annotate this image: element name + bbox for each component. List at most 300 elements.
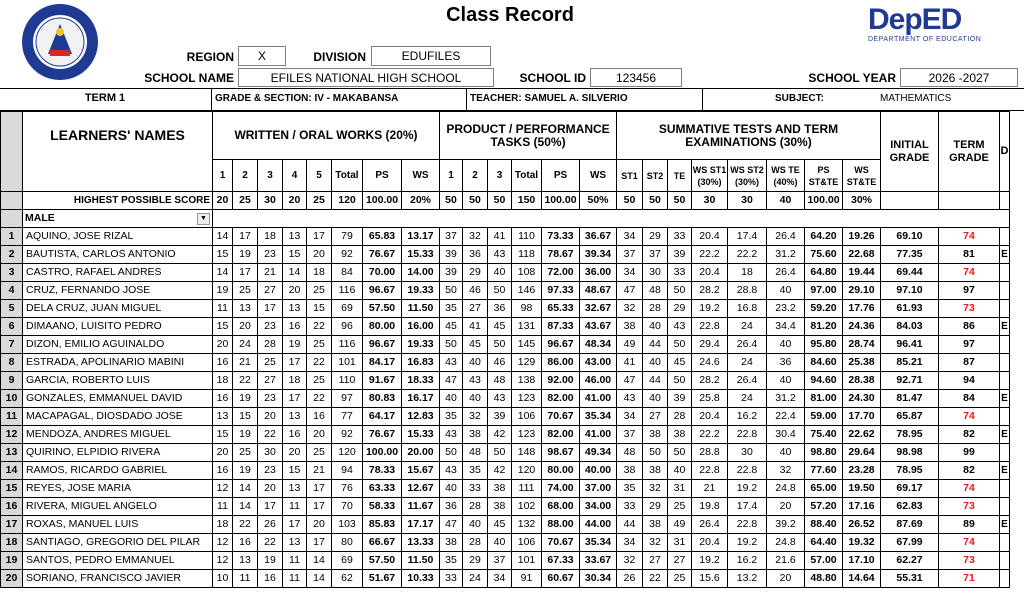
st-score[interactable]: 34 xyxy=(617,264,643,282)
st-score[interactable]: 39.2 xyxy=(767,516,805,534)
ww-score[interactable]: 10 xyxy=(213,570,233,588)
st-score[interactable]: 88.40 xyxy=(805,516,843,534)
st-score[interactable]: 30 xyxy=(643,264,668,282)
pt-score[interactable]: 49.34 xyxy=(580,444,617,462)
st-score[interactable]: 22.62 xyxy=(843,426,881,444)
ww-score[interactable]: 11 xyxy=(233,570,258,588)
ww-score[interactable]: 25 xyxy=(233,444,258,462)
pt-score[interactable]: 40 xyxy=(463,390,488,408)
st-score[interactable]: 20.4 xyxy=(692,408,728,426)
ww-score[interactable]: 11 xyxy=(213,300,233,318)
pt-score[interactable]: 82.00 xyxy=(542,390,580,408)
ww-score[interactable]: 22 xyxy=(307,354,332,372)
st-score[interactable]: 44 xyxy=(617,516,643,534)
st-score[interactable]: 24 xyxy=(728,318,767,336)
ww-score[interactable]: 20 xyxy=(258,480,283,498)
ww-score[interactable]: 11.67 xyxy=(402,498,440,516)
ww-score[interactable]: 22 xyxy=(233,372,258,390)
st-score[interactable]: 17.4 xyxy=(728,228,767,246)
st-score[interactable]: 43 xyxy=(668,318,692,336)
pt-score[interactable]: 111 xyxy=(512,480,542,498)
ww-score[interactable]: 80.83 xyxy=(363,390,402,408)
st-score[interactable]: 48.80 xyxy=(805,570,843,588)
st-score[interactable]: 22.8 xyxy=(728,516,767,534)
st-score[interactable]: 64.80 xyxy=(805,264,843,282)
pt-score[interactable]: 70.67 xyxy=(542,408,580,426)
ww-score[interactable]: 13 xyxy=(283,534,307,552)
ww-score[interactable]: 77 xyxy=(332,408,363,426)
ww-score[interactable]: 63.33 xyxy=(363,480,402,498)
st-score[interactable]: 22.8 xyxy=(692,318,728,336)
ww-score[interactable]: 20 xyxy=(258,408,283,426)
st-score[interactable]: 44 xyxy=(643,336,668,354)
pt-score[interactable]: 40 xyxy=(463,354,488,372)
st-score[interactable]: 31.2 xyxy=(767,390,805,408)
st-score[interactable]: 19.32 xyxy=(843,534,881,552)
st-score[interactable]: 29.64 xyxy=(843,444,881,462)
st-score[interactable]: 29 xyxy=(668,300,692,318)
st-score[interactable]: 40 xyxy=(643,318,668,336)
st-score[interactable]: 95.80 xyxy=(805,336,843,354)
pt-score[interactable]: 132 xyxy=(512,516,542,534)
ww-score[interactable]: 84.17 xyxy=(363,354,402,372)
st-score[interactable]: 26.4 xyxy=(692,516,728,534)
st-score[interactable]: 23.28 xyxy=(843,462,881,480)
pt-score[interactable]: 43 xyxy=(488,390,512,408)
st-score[interactable]: 19.44 xyxy=(843,264,881,282)
st-score[interactable]: 28 xyxy=(643,300,668,318)
learner-name[interactable]: BAUTISTA, CARLOS ANTONIO xyxy=(23,246,213,264)
pt-score[interactable]: 32 xyxy=(463,228,488,246)
ww-score[interactable]: 17 xyxy=(258,300,283,318)
pt-score[interactable]: 36.00 xyxy=(580,264,617,282)
st-score[interactable]: 30.4 xyxy=(767,426,805,444)
ww-score[interactable]: 15.67 xyxy=(402,462,440,480)
st-score[interactable]: 40 xyxy=(767,444,805,462)
st-score[interactable]: 32 xyxy=(617,552,643,570)
ww-score[interactable]: 25 xyxy=(307,444,332,462)
pt-score[interactable]: 38 xyxy=(463,426,488,444)
ww-score[interactable]: 28 xyxy=(258,336,283,354)
st-score[interactable]: 17.4 xyxy=(728,498,767,516)
pt-score[interactable]: 40 xyxy=(463,516,488,534)
ww-score[interactable]: 20 xyxy=(307,516,332,534)
pt-score[interactable]: 88.00 xyxy=(542,516,580,534)
ww-score[interactable]: 13 xyxy=(233,552,258,570)
ww-score[interactable]: 17 xyxy=(258,498,283,516)
st-score[interactable]: 32 xyxy=(643,480,668,498)
pt-score[interactable]: 43 xyxy=(440,426,463,444)
learner-name[interactable]: DIMAANO, LUISITO PEDRO xyxy=(23,318,213,336)
school-name-field[interactable]: EFILES NATIONAL HIGH SCHOOL xyxy=(238,68,494,87)
ww-score[interactable]: 57.50 xyxy=(363,552,402,570)
pt-score[interactable]: 148 xyxy=(512,444,542,462)
st-score[interactable]: 25 xyxy=(668,570,692,588)
ww-score[interactable]: 11.50 xyxy=(402,300,440,318)
st-score[interactable]: 31 xyxy=(668,534,692,552)
ww-score[interactable]: 16 xyxy=(213,354,233,372)
ww-score[interactable]: 65.83 xyxy=(363,228,402,246)
pt-score[interactable]: 24 xyxy=(463,570,488,588)
ww-score[interactable]: 13.33 xyxy=(402,534,440,552)
st-score[interactable]: 19.2 xyxy=(692,300,728,318)
learner-name[interactable]: SORIANO, FRANCISCO JAVIER xyxy=(23,570,213,588)
st-score[interactable]: 49 xyxy=(668,516,692,534)
pt-score[interactable]: 60.67 xyxy=(542,570,580,588)
ww-score[interactable]: 96.67 xyxy=(363,282,402,300)
st-score[interactable]: 15.6 xyxy=(692,570,728,588)
pt-score[interactable]: 131 xyxy=(512,318,542,336)
st-score[interactable]: 37 xyxy=(643,246,668,264)
ww-score[interactable]: 23 xyxy=(258,318,283,336)
st-score[interactable]: 50 xyxy=(668,282,692,300)
ww-score[interactable]: 11.50 xyxy=(402,552,440,570)
st-score[interactable]: 20.4 xyxy=(692,534,728,552)
ww-score[interactable]: 12 xyxy=(213,480,233,498)
pt-score[interactable]: 50 xyxy=(440,282,463,300)
ww-score[interactable]: 19 xyxy=(233,390,258,408)
st-score[interactable]: 20.4 xyxy=(692,228,728,246)
st-score[interactable]: 59.00 xyxy=(805,408,843,426)
ww-score[interactable]: 11 xyxy=(283,552,307,570)
ww-score[interactable]: 96 xyxy=(332,318,363,336)
pt-score[interactable]: 67.33 xyxy=(542,552,580,570)
ww-score[interactable]: 16 xyxy=(233,534,258,552)
pt-score[interactable]: 42 xyxy=(488,426,512,444)
st-score[interactable]: 22.4 xyxy=(767,408,805,426)
st-score[interactable]: 32 xyxy=(767,462,805,480)
ww-score[interactable]: 16 xyxy=(258,570,283,588)
st-score[interactable]: 31.2 xyxy=(767,246,805,264)
st-score[interactable]: 25.8 xyxy=(692,390,728,408)
pt-score[interactable]: 50 xyxy=(440,444,463,462)
st-score[interactable]: 33 xyxy=(668,264,692,282)
ww-score[interactable]: 12 xyxy=(213,534,233,552)
pt-score[interactable]: 36.67 xyxy=(580,228,617,246)
ww-score[interactable]: 22 xyxy=(233,516,258,534)
st-score[interactable]: 24.6 xyxy=(692,354,728,372)
learner-name[interactable]: GARCIA, ROBERTO LUIS xyxy=(23,372,213,390)
pt-score[interactable]: 41.00 xyxy=(580,426,617,444)
st-score[interactable]: 29.4 xyxy=(692,336,728,354)
st-score[interactable]: 29 xyxy=(643,228,668,246)
ww-score[interactable]: 16 xyxy=(213,390,233,408)
pt-score[interactable]: 146 xyxy=(512,282,542,300)
pt-score[interactable]: 73.33 xyxy=(542,228,580,246)
st-score[interactable]: 38 xyxy=(617,462,643,480)
pt-score[interactable]: 48.67 xyxy=(580,282,617,300)
pt-score[interactable]: 35 xyxy=(440,552,463,570)
st-score[interactable]: 33 xyxy=(668,228,692,246)
pt-score[interactable]: 97.33 xyxy=(542,282,580,300)
ww-score[interactable]: 13 xyxy=(213,408,233,426)
pt-score[interactable]: 35.34 xyxy=(580,534,617,552)
st-score[interactable]: 19.8 xyxy=(692,498,728,516)
st-score[interactable]: 40 xyxy=(767,372,805,390)
pt-score[interactable]: 138 xyxy=(512,372,542,390)
st-score[interactable]: 75.60 xyxy=(805,246,843,264)
st-score[interactable]: 48 xyxy=(617,444,643,462)
ww-score[interactable]: 25 xyxy=(307,282,332,300)
ww-score[interactable]: 78.33 xyxy=(363,462,402,480)
pt-score[interactable]: 33.67 xyxy=(580,552,617,570)
pt-score[interactable]: 35.34 xyxy=(580,408,617,426)
st-score[interactable]: 17.16 xyxy=(843,498,881,516)
pt-score[interactable]: 34 xyxy=(488,570,512,588)
pt-score[interactable]: 108 xyxy=(512,264,542,282)
ww-score[interactable]: 84 xyxy=(332,264,363,282)
ww-score[interactable]: 17 xyxy=(283,516,307,534)
ww-score[interactable]: 101 xyxy=(332,354,363,372)
ww-score[interactable]: 80.00 xyxy=(363,318,402,336)
ww-score[interactable]: 19.33 xyxy=(402,282,440,300)
ww-score[interactable]: 21 xyxy=(258,264,283,282)
pt-score[interactable]: 98.67 xyxy=(542,444,580,462)
st-score[interactable]: 22.68 xyxy=(843,246,881,264)
st-score[interactable]: 19.26 xyxy=(843,228,881,246)
ww-score[interactable]: 18.33 xyxy=(402,372,440,390)
st-score[interactable]: 38 xyxy=(617,318,643,336)
learner-name[interactable]: QUIRINO, ELPIDIO RIVERA xyxy=(23,444,213,462)
st-score[interactable]: 43 xyxy=(617,390,643,408)
pt-score[interactable]: 40 xyxy=(488,534,512,552)
ww-score[interactable]: 103 xyxy=(332,516,363,534)
ww-score[interactable]: 70.00 xyxy=(363,264,402,282)
st-score[interactable]: 21 xyxy=(692,480,728,498)
pt-score[interactable]: 106 xyxy=(512,534,542,552)
group-label-cell[interactable] xyxy=(23,210,213,228)
st-score[interactable]: 38 xyxy=(643,462,668,480)
st-score[interactable]: 20 xyxy=(767,570,805,588)
st-score[interactable]: 16.2 xyxy=(728,408,767,426)
learner-name[interactable]: REYES, JOSE MARIA xyxy=(23,480,213,498)
learner-name[interactable]: DELA CRUZ, JUAN MIGUEL xyxy=(23,300,213,318)
pt-score[interactable]: 80.00 xyxy=(542,462,580,480)
st-score[interactable]: 39 xyxy=(668,390,692,408)
st-score[interactable]: 81.20 xyxy=(805,318,843,336)
division-field[interactable]: EDUFILES xyxy=(371,46,491,66)
ww-score[interactable]: 23 xyxy=(258,390,283,408)
ww-score[interactable]: 76 xyxy=(332,480,363,498)
ww-score[interactable]: 10.33 xyxy=(402,570,440,588)
ww-score[interactable]: 17 xyxy=(233,264,258,282)
pt-score[interactable]: 43 xyxy=(440,462,463,480)
pt-score[interactable]: 34.00 xyxy=(580,498,617,516)
ww-score[interactable]: 27 xyxy=(258,372,283,390)
ww-score[interactable]: 66.67 xyxy=(363,534,402,552)
st-score[interactable]: 24 xyxy=(728,354,767,372)
st-score[interactable]: 40 xyxy=(643,354,668,372)
ww-score[interactable]: 19 xyxy=(233,462,258,480)
ww-score[interactable]: 57.50 xyxy=(363,300,402,318)
st-score[interactable]: 27 xyxy=(643,408,668,426)
st-score[interactable]: 81.00 xyxy=(805,390,843,408)
st-score[interactable]: 57.20 xyxy=(805,498,843,516)
ww-score[interactable]: 18 xyxy=(283,372,307,390)
st-score[interactable]: 17.76 xyxy=(843,300,881,318)
ww-score[interactable]: 18 xyxy=(213,516,233,534)
pt-score[interactable]: 46 xyxy=(463,282,488,300)
st-score[interactable]: 20.4 xyxy=(692,264,728,282)
pt-score[interactable]: 50 xyxy=(488,336,512,354)
st-score[interactable]: 34.4 xyxy=(767,318,805,336)
st-score[interactable]: 26.52 xyxy=(843,516,881,534)
st-score[interactable]: 40 xyxy=(668,462,692,480)
ww-score[interactable]: 100.00 xyxy=(363,444,402,462)
st-score[interactable]: 45 xyxy=(668,354,692,372)
ww-score[interactable]: 26 xyxy=(258,516,283,534)
pt-score[interactable]: 43 xyxy=(488,246,512,264)
ww-score[interactable]: 20 xyxy=(233,318,258,336)
ww-score[interactable]: 11 xyxy=(283,570,307,588)
pt-score[interactable]: 39 xyxy=(488,408,512,426)
pt-score[interactable]: 40 xyxy=(440,480,463,498)
st-score[interactable]: 50 xyxy=(668,372,692,390)
st-score[interactable]: 34 xyxy=(617,408,643,426)
pt-score[interactable]: 38 xyxy=(440,534,463,552)
st-score[interactable]: 26.4 xyxy=(728,372,767,390)
st-score[interactable]: 26 xyxy=(617,570,643,588)
pt-score[interactable]: 35 xyxy=(440,300,463,318)
pt-score[interactable]: 28 xyxy=(463,498,488,516)
st-score[interactable]: 38 xyxy=(643,516,668,534)
ww-score[interactable]: 15 xyxy=(307,300,332,318)
pt-score[interactable]: 45 xyxy=(463,336,488,354)
pt-score[interactable]: 37 xyxy=(440,228,463,246)
ww-score[interactable]: 14 xyxy=(283,264,307,282)
ww-score[interactable]: 91.67 xyxy=(363,372,402,390)
pt-score[interactable]: 118 xyxy=(512,246,542,264)
st-score[interactable]: 22.8 xyxy=(728,426,767,444)
pt-score[interactable]: 129 xyxy=(512,354,542,372)
st-score[interactable]: 24.8 xyxy=(767,534,805,552)
ww-score[interactable]: 20 xyxy=(307,426,332,444)
st-score[interactable]: 37 xyxy=(617,246,643,264)
st-score[interactable]: 22.2 xyxy=(692,426,728,444)
st-score[interactable]: 22.8 xyxy=(692,462,728,480)
st-score[interactable]: 28.2 xyxy=(692,372,728,390)
st-score[interactable]: 16.2 xyxy=(728,552,767,570)
pt-score[interactable]: 47 xyxy=(440,516,463,534)
pt-score[interactable]: 35 xyxy=(440,408,463,426)
ww-score[interactable]: 23 xyxy=(258,246,283,264)
pt-score[interactable]: 101 xyxy=(512,552,542,570)
st-score[interactable]: 28.38 xyxy=(843,372,881,390)
pt-score[interactable]: 48.34 xyxy=(580,336,617,354)
pt-score[interactable]: 37.00 xyxy=(580,480,617,498)
pt-score[interactable]: 41 xyxy=(488,228,512,246)
st-score[interactable]: 59.20 xyxy=(805,300,843,318)
subject-value[interactable]: MATHEMATICS xyxy=(880,93,952,104)
pt-score[interactable]: 45 xyxy=(440,318,463,336)
ww-score[interactable]: 20 xyxy=(307,246,332,264)
pt-score[interactable]: 36 xyxy=(463,246,488,264)
ww-score[interactable]: 22 xyxy=(307,318,332,336)
ww-score[interactable]: 15 xyxy=(213,318,233,336)
pt-score[interactable]: 40 xyxy=(440,390,463,408)
st-score[interactable]: 39 xyxy=(668,246,692,264)
st-score[interactable]: 24.36 xyxy=(843,318,881,336)
pt-score[interactable]: 40 xyxy=(488,264,512,282)
ww-score[interactable]: 17 xyxy=(283,354,307,372)
ww-score[interactable]: 16.83 xyxy=(402,354,440,372)
pt-score[interactable]: 48 xyxy=(488,372,512,390)
st-score[interactable]: 32 xyxy=(643,534,668,552)
pt-score[interactable]: 32.67 xyxy=(580,300,617,318)
pt-score[interactable]: 28 xyxy=(463,534,488,552)
st-score[interactable]: 17.70 xyxy=(843,408,881,426)
pt-score[interactable]: 87.33 xyxy=(542,318,580,336)
pt-score[interactable]: 91 xyxy=(512,570,542,588)
st-score[interactable]: 50 xyxy=(668,336,692,354)
pt-score[interactable]: 110 xyxy=(512,228,542,246)
ww-score[interactable]: 18 xyxy=(213,372,233,390)
ww-score[interactable]: 11 xyxy=(213,498,233,516)
ww-score[interactable]: 51.67 xyxy=(363,570,402,588)
ww-score[interactable]: 19.33 xyxy=(402,336,440,354)
st-score[interactable]: 47 xyxy=(617,372,643,390)
pt-score[interactable]: 123 xyxy=(512,426,542,444)
ww-score[interactable]: 116 xyxy=(332,282,363,300)
pt-score[interactable]: 41.00 xyxy=(580,390,617,408)
ww-score[interactable]: 70 xyxy=(332,498,363,516)
pt-score[interactable]: 43.00 xyxy=(580,354,617,372)
st-score[interactable]: 44 xyxy=(643,372,668,390)
pt-score[interactable]: 68.00 xyxy=(542,498,580,516)
pt-score[interactable]: 32 xyxy=(463,408,488,426)
ww-score[interactable]: 23 xyxy=(258,462,283,480)
ww-score[interactable]: 25 xyxy=(258,354,283,372)
ww-score[interactable]: 21 xyxy=(307,462,332,480)
ww-score[interactable]: 76.67 xyxy=(363,426,402,444)
st-score[interactable]: 18 xyxy=(728,264,767,282)
ww-score[interactable]: 14 xyxy=(233,498,258,516)
ww-score[interactable]: 20 xyxy=(283,282,307,300)
ww-score[interactable]: 14 xyxy=(307,552,332,570)
ww-score[interactable]: 17 xyxy=(307,498,332,516)
ww-score[interactable]: 27 xyxy=(258,282,283,300)
st-score[interactable]: 19.2 xyxy=(728,480,767,498)
pt-score[interactable]: 43.67 xyxy=(580,318,617,336)
ww-score[interactable]: 19 xyxy=(258,552,283,570)
ww-score[interactable]: 16 xyxy=(283,426,307,444)
ww-score[interactable]: 11 xyxy=(283,498,307,516)
st-score[interactable]: 57.00 xyxy=(805,552,843,570)
ww-score[interactable]: 20 xyxy=(213,444,233,462)
learner-name[interactable]: GONZALES, EMMANUEL DAVID xyxy=(23,390,213,408)
ww-score[interactable]: 13 xyxy=(283,408,307,426)
pt-score[interactable]: 39 xyxy=(440,246,463,264)
st-score[interactable]: 75.40 xyxy=(805,426,843,444)
pt-score[interactable]: 65.33 xyxy=(542,300,580,318)
pt-score[interactable]: 41 xyxy=(463,318,488,336)
ww-score[interactable]: 17 xyxy=(283,390,307,408)
pt-score[interactable]: 120 xyxy=(512,462,542,480)
st-score[interactable]: 28.74 xyxy=(843,336,881,354)
st-score[interactable]: 64.20 xyxy=(805,228,843,246)
ww-score[interactable]: 69 xyxy=(332,552,363,570)
ww-score[interactable]: 13 xyxy=(283,228,307,246)
pt-score[interactable]: 40.00 xyxy=(580,462,617,480)
ww-score[interactable]: 92 xyxy=(332,246,363,264)
pt-score[interactable]: 43 xyxy=(463,372,488,390)
ww-score[interactable]: 12.83 xyxy=(402,408,440,426)
learner-name[interactable]: SANTOS, PEDRO EMMANUEL xyxy=(23,552,213,570)
st-score[interactable]: 16.8 xyxy=(728,300,767,318)
ww-score[interactable]: 69 xyxy=(332,300,363,318)
st-score[interactable]: 28.8 xyxy=(692,444,728,462)
pt-score[interactable]: 35 xyxy=(463,462,488,480)
